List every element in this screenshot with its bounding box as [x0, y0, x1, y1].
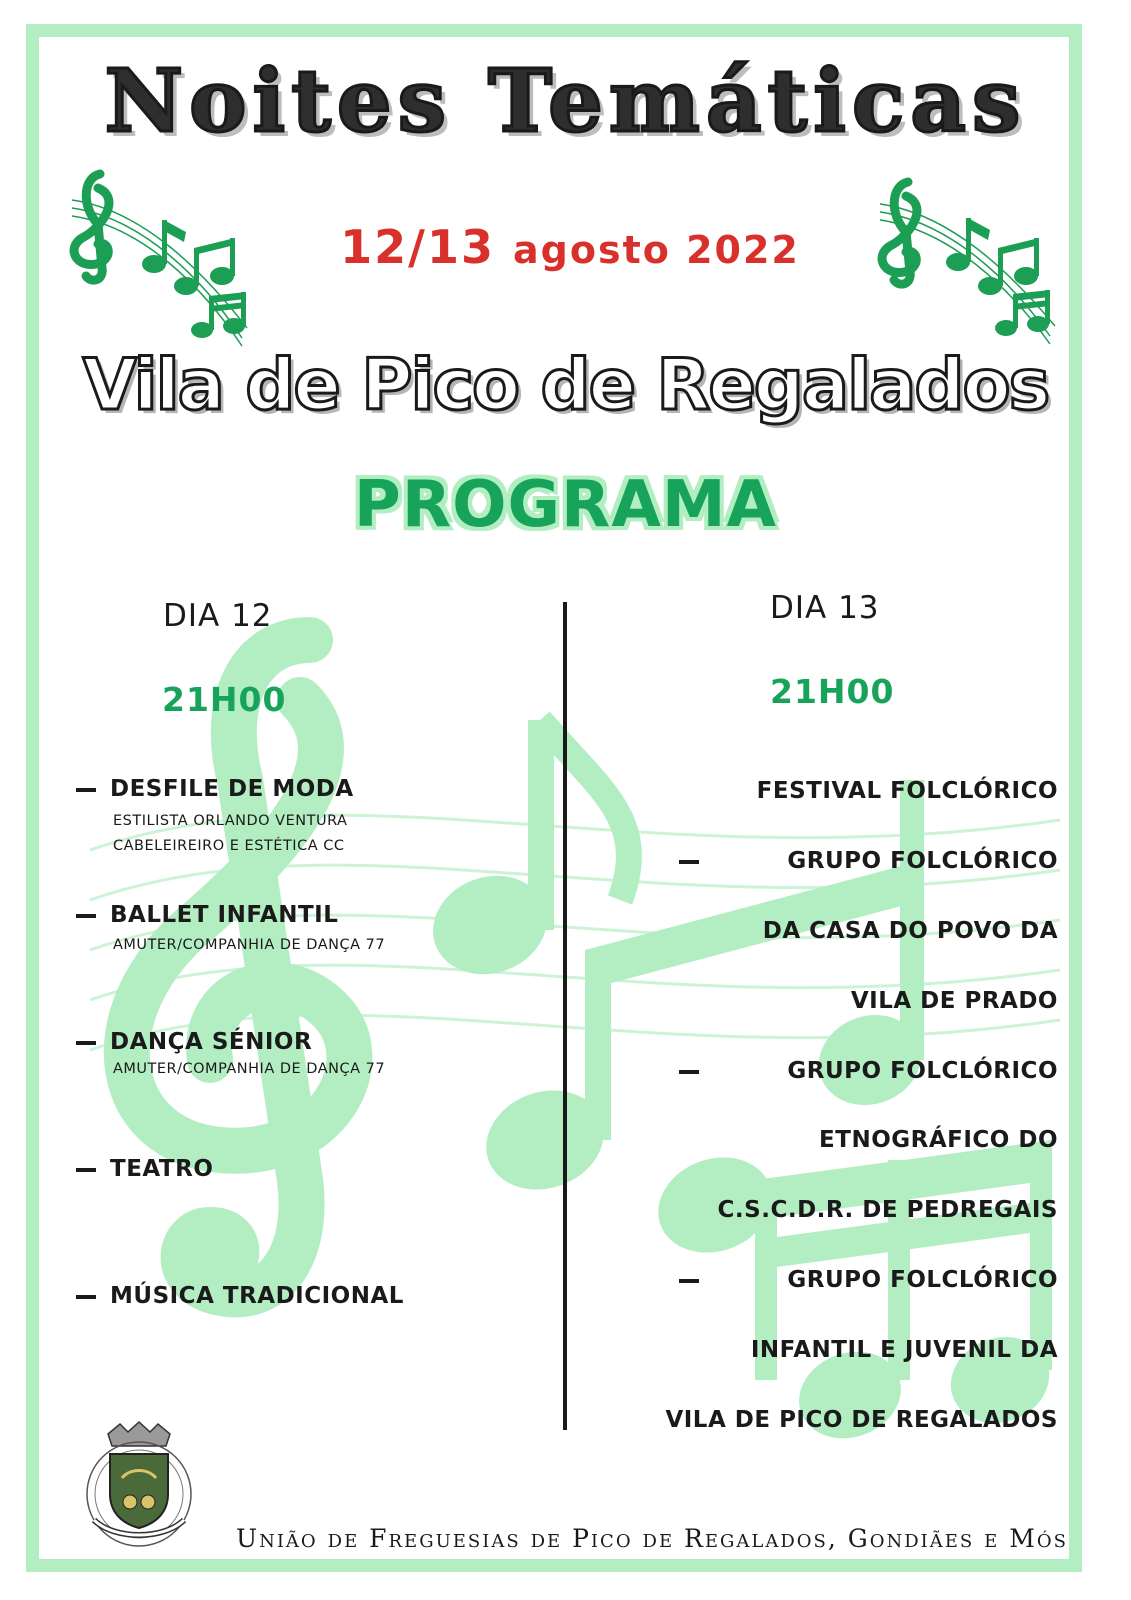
- day13-line: ETNOGRÁFICO DO: [819, 1127, 1058, 1153]
- dash-icon: [679, 860, 699, 864]
- day12-item: BALLET INFANTIL: [76, 902, 338, 928]
- dash-icon: [679, 1279, 699, 1283]
- day13-line: VILA DE PICO DE REGALADOS: [665, 1407, 1058, 1433]
- music-notes-icon: [62, 168, 252, 348]
- dash-icon: [76, 1295, 96, 1299]
- day13-line: GRUPO FOLCLÓRICO: [787, 848, 1058, 874]
- day12-item-sub: AMUTER/COMPANHIA DE DANÇA 77: [113, 937, 386, 953]
- column-divider: [563, 602, 567, 1430]
- day12-item: DANÇA SÉNIOR: [76, 1029, 312, 1055]
- dash-icon: [76, 788, 96, 792]
- day12-heading: DIA 12: [163, 598, 273, 634]
- day13-line: GRUPO FOLCLÓRICO: [787, 1267, 1058, 1293]
- day13-time: 21H00: [770, 672, 895, 711]
- day12-item-sub: ESTILISTA ORLANDO VENTURA: [113, 813, 348, 829]
- dash-icon: [679, 1070, 699, 1074]
- day13-line: INFANTIL E JUVENIL DA: [750, 1337, 1058, 1363]
- event-date: [270, 220, 870, 274]
- program-heading: PROGRAMA: [353, 468, 778, 542]
- day13-line: DA CASA DO POVO DA: [762, 918, 1058, 944]
- day12-item-sub: CABELEIREIRO E ESTÉTICA CC: [113, 838, 345, 854]
- day12-item-sub: AMUTER/COMPANHIA DE DANÇA 77: [113, 1061, 386, 1077]
- day12-item: TEATRO: [76, 1156, 213, 1182]
- event-location: Vila de Pico de Regalados: [82, 344, 1049, 426]
- day12-item: DESFILE DE MODA: [76, 776, 354, 802]
- day12-item: MÚSICA TRADICIONAL: [76, 1283, 404, 1309]
- dash-icon: [76, 914, 96, 918]
- dash-icon: [76, 1168, 96, 1172]
- event-date-month: agosto 2022: [513, 228, 800, 272]
- event-date-days: 12/13: [340, 220, 495, 274]
- coat-of-arms-icon: [74, 1420, 204, 1550]
- day12-time: 21H00: [162, 680, 287, 719]
- day13-line: VILA DE PRADO: [850, 988, 1058, 1014]
- organization-footer: União de Freguesias de Pico de Regalados, Gondiães e Mós: [236, 1524, 1068, 1553]
- day13-heading: DIA 13: [770, 590, 880, 626]
- poster-title: Noites Temáticas: [104, 51, 1027, 152]
- dash-icon: [76, 1041, 96, 1045]
- day13-line: GRUPO FOLCLÓRICO: [787, 1058, 1058, 1084]
- day13-line: FESTIVAL FOLCLÓRICO: [756, 778, 1058, 804]
- day13-line: C.S.C.D.R. DE PEDREGAIS: [717, 1197, 1058, 1223]
- music-notes-icon: [870, 176, 1060, 346]
